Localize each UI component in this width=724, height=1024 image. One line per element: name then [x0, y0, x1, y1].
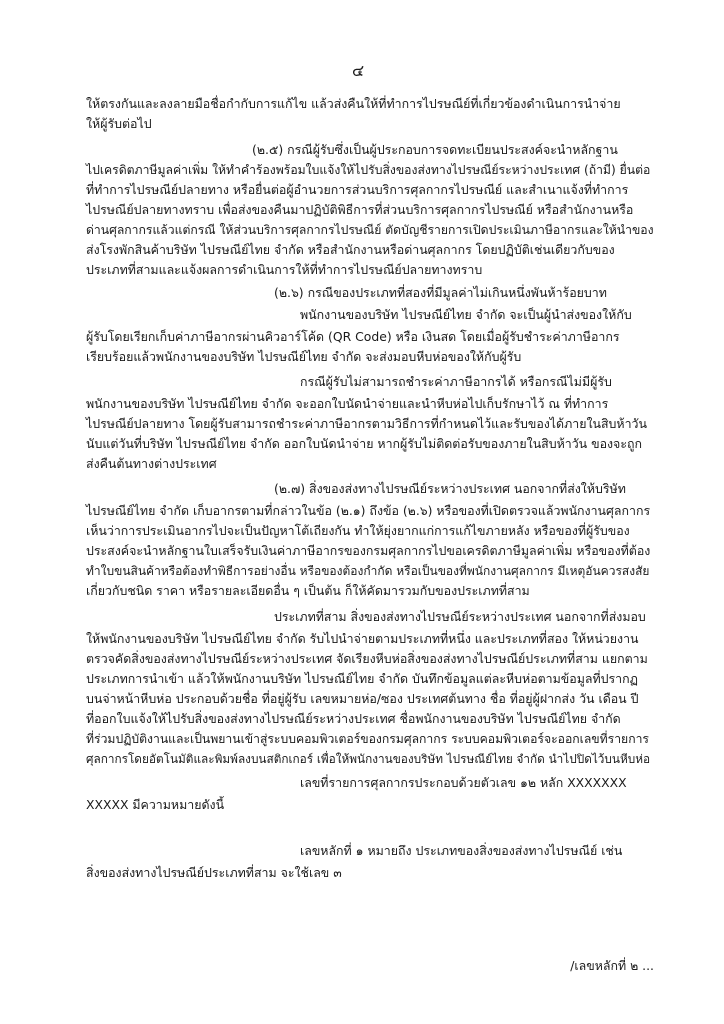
page-number: ๔ [352, 61, 365, 80]
text-line: ทำใบขนสินค้าหรือต้องทำพิธีการอย่างอื่น หรือของต้องกำกัด หรือเป็นของที่พนักงานศุลกากร มีเหตุอันควรสงสัย [86, 564, 650, 578]
text-line: ผู้รับโดยเรียกเก็บค่าภาษีอากรผ่านคิวอาร์โค้ด (QR Code) หรือ เงินสด โดยเมื่อผู้รับชำระค่าภาษีอากร [86, 329, 620, 344]
text-line: ศุลกากรโดยอัตโนมัติและพิมพ์ลงบนสติกเกอร์ เพื่อให้พนักงานของบริษัท ไปรษณีย์ไทย จำกัด นำไปปิดไว้บนหีบห่อ [86, 752, 651, 766]
text-line: (๒.๖) กรณีของประเภทที่สองที่มีมูลค่าไม่เกินหนึ่งพันห้าร้อยบาท [274, 285, 607, 300]
text-line: ไปรษณีย์ปลายทาง โดยผู้รับสามารถชำระค่าภาษีอากรตามวิธีการที่กำหนดไว้และรับของได้ภายในสิบห้าวัน [86, 416, 647, 431]
text-line: XXXXX มีความหมายดังนี้ [86, 797, 225, 812]
text-line: ส่งโรงพักสินค้าบริษัท ไปรษณีย์ไทย จำกัด หรือสำนักงานหรือด่านศุลกากร โดยปฏิบัติเช่นเดียวกับของ [86, 242, 615, 257]
text-line: สิ่งของส่งทางไปรษณีย์ประเภทที่สาม จะใช้เลข ๓ [86, 865, 342, 880]
text-line: (๒.๕) กรณีผู้รับซึ่งเป็นผู้ประกอบการจดทะเบียนประสงค์จะนำหลักฐาน [252, 142, 618, 157]
text-line: เกี่ยวกับชนิด ราคา หรือรายละเอียดอื่น ๆ เป็นต้น ก็ให้คัดมารวมกับของประเภทที่สาม [86, 583, 530, 598]
text-line: ไปรษณีย์ปลายทางทราบ เพื่อส่งของคืนมาปฏิบัติพิธีการที่ส่วนบริการศุลกากรไปรษณีย์ หรือสำนักงานหรือ [86, 202, 634, 217]
text-line: กรณีผู้รับไม่สามารถชำระค่าภาษีอากรได้ หรือกรณีไม่มีผู้รับ [300, 374, 612, 389]
continuation-footer: /เลขหลักที่ ๒ ... [570, 958, 654, 973]
text-line: พนักงานของบริษัท ไปรษณีย์ไทย จำกัด จะเป็นผู้นำส่งของให้กับ [300, 307, 632, 322]
text-line: นับแต่วันที่บริษัท ไปรษณีย์ไทย จำกัด ออกใบนัดนำจ่าย หากผู้รับไม่ติดต่อรับของภายในสิบห้าวัน ของจะถูก [86, 436, 642, 451]
text-line: เห็นว่าการประเมินอากรไปจะเป็นปัญหาโต้เถียงกัน ทำให้ยุ่งยากแก่การแก้ไขภายหลัง หรือของที่ผู้รับของ [86, 523, 630, 538]
text-line: ประเภทที่สาม สิ่งของส่งทางไปรษณีย์ระหว่างประเทศ นอกจากที่ส่งมอบ [274, 609, 646, 624]
text-line: ให้ตรงกันและลงลายมือชื่อกำกับการแก้ไข แล้วส่งคืนให้ที่ทำการไปรษณีย์ที่เกี่ยวข้องดำเนินการนำจ่าย [86, 96, 621, 111]
text-line: เรียบร้อยแล้วพนักงานของบริษัท ไปรษณีย์ไทย จำกัด จะส่งมอบหีบห่อของให้กับผู้รับ [86, 349, 522, 364]
text-line: ส่งคืนต้นทางต่างประเทศ [86, 456, 217, 471]
text-line: ไปรษณีย์ไทย จำกัด เก็บอากรตามที่กล่าวในข้อ (๒.๑) ถึงข้อ (๒.๖) หรือของที่เปิดตรวจแล้วพนักงานศุลกากร [86, 503, 651, 518]
text-line: ประเภทที่สามและแจ้งผลการดำเนินการให้ที่ทำการไปรษณีย์ปลายทางทราบ [86, 262, 483, 277]
text-line: ด่านศุลกากรแล้วแต่กรณี ให้ส่วนบริการศุลกากรไปรษณีย์ ตัดบัญชีรายการเปิดประเมินภาษีอากรและให้นำของ [86, 223, 654, 237]
text-line: ที่ออกใบแจ้งให้ไปรับสิ่งของส่งทางไปรษณีย์ระหว่างประเทศ ชื่อพนักงานของบริษัท ไปรษณีย์ไทย จำกัด [86, 711, 621, 726]
text-line: ตรวจคัดสิ่งของส่งทางไปรษณีย์ระหว่างประเทศ จัดเรียงหีบห่อสิ่งของส่งทางไปรษณีย์ประเภทที่สาม แยกตาม [86, 651, 648, 666]
text-line: ประสงค์จะนำหลักฐานใบเสร็จรับเงินค่าภาษีอากรของกรมศุลกากรไปขอเครดิตภาษีมูลค่าเพิ่ม หรือของที่ต้อง [86, 543, 651, 558]
text-line: ประเภทการนำเข้า แล้วให้พนักงานบริษัท ไปรษณีย์ไทย จำกัด บันทึกข้อมูลแต่ละหีบห่อตามข้อมูลที่ปรากฏ [86, 671, 638, 686]
text-line: ที่ร่วมปฏิบัติงานและเป็นพยานเข้าสู่ระบบคอมพิวเตอร์ของกรมศุลกากร ระบบคอมพิวเตอร์จะออกเลขที่รายการ [86, 732, 649, 746]
text-line: เลขหลักที่ ๑ หมายถึง ประเภทของสิ่งของส่งทางไปรษณีย์ เช่น [300, 843, 623, 858]
text-line: ให้ผู้รับต่อไป [86, 116, 152, 131]
text-line: ที่ทำการไปรษณีย์ปลายทาง หรือยื่นต่อผู้อำนวยการส่วนบริการศุลกากรไปรษณีย์ และสำเนาแจ้งที่ทำการ [86, 182, 629, 197]
text-line: ไปเครดิตภาษีมูลค่าเพิ่ม ให้ทำคำร้องพร้อมใบแจ้งให้ไปรับสิ่งของส่งทางไปรษณีย์ระหว่างประเทศ (ถ้ามี) ยื่นต่อ [86, 163, 651, 177]
text-line: (๒.๗) สิ่งของส่งทางไปรษณีย์ระหว่างประเทศ นอกจากที่ส่งให้บริษัท [274, 481, 626, 496]
text-line: ให้พนักงานของบริษัท ไปรษณีย์ไทย จำกัด รับไปนำจ่ายตามประเภทที่หนึ่ง และประเภทที่สอง ให้หน่วยงาน [86, 631, 639, 646]
text-line: พนักงานของบริษัท ไปรษณีย์ไทย จำกัด จะออกใบนัดนำจ่ายและนำหีบห่อไปเก็บรักษาไว้ ณ ที่ทำการ [86, 396, 609, 411]
text-line: บนจ่าหน้าหีบห่อ ประกอบด้วยชื่อ ที่อยู่ผู้รับ เลขหมายห่อ/ซอง ประเทศต้นทาง ชื่อ ที่อยู่ผู้ฝากส่ง วัน เดือน ปี [86, 691, 639, 706]
text-line: เลขที่รายการศุลกากรประกอบด้วยตัวเลข ๑๒ หลัก XXXXXXX [300, 775, 627, 790]
